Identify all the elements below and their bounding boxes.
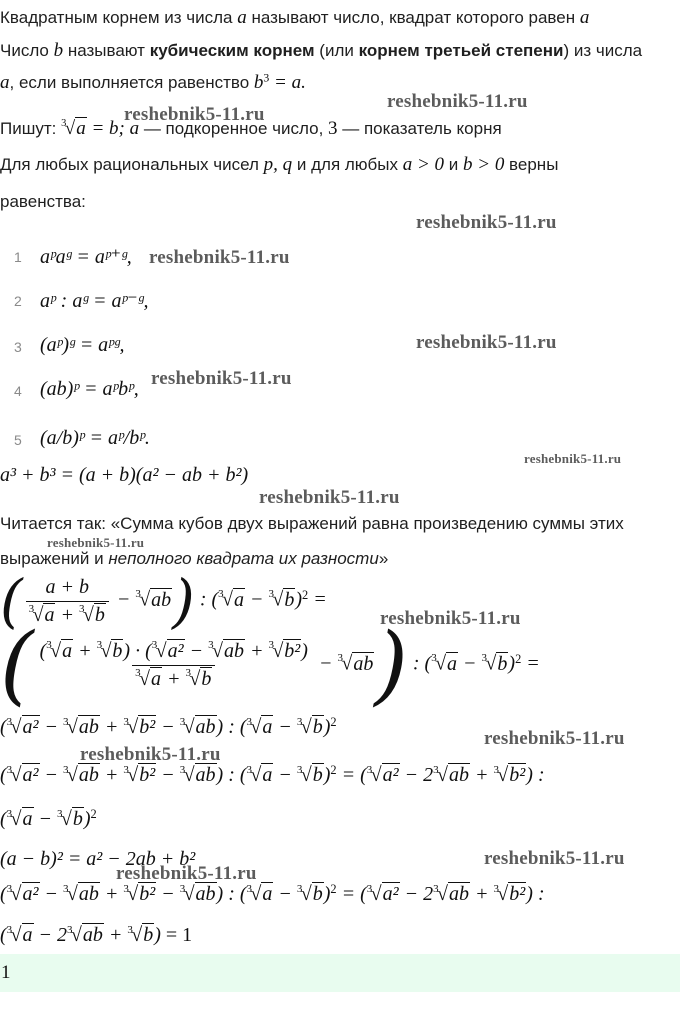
watermark: reshebnik5-11.ru xyxy=(484,728,625,749)
rule-5: (a/b)ᵖ = aᵖ/bᵖ. xyxy=(40,427,150,449)
intro-line-6: равенства: xyxy=(0,192,86,211)
intro-line-1 xyxy=(0,7,589,29)
answer-value: 1 xyxy=(1,962,11,983)
watermark: reshebnik5-11.ru xyxy=(47,535,145,550)
rule-number: 5 xyxy=(14,432,22,448)
text: , если выполняется равенство xyxy=(9,73,254,92)
intro-line-4: Пишут: $^3$√a = b; a — подкоренное число, 3 — показатель корня xyxy=(0,118,502,139)
math-var: p, q xyxy=(263,154,293,175)
rule-number: 3 xyxy=(14,339,22,355)
intro-line-3 xyxy=(0,72,306,94)
math-var: b xyxy=(53,40,64,61)
watermark: reshebnik5-11.ru xyxy=(124,104,265,125)
math-var: a xyxy=(0,72,10,93)
rule-2: aᵖ : aᵍ = aᵖ⁻ᵍ, xyxy=(40,290,149,312)
answer-box xyxy=(0,954,680,992)
math-num: 3 xyxy=(328,118,338,139)
rule-number: 1 xyxy=(14,249,22,265)
step-5: ($^3$√a² − $^3$√ab + $^3$√b² − $^3$√ab) : $(^3√a - ^3√b)^2 = (^3√a^2 - 2^3√ab + ^3√b^2)$ : xyxy=(0,882,545,905)
paren: ) xyxy=(374,615,408,715)
final-result: = 1 xyxy=(165,924,193,946)
text: и для любых xyxy=(292,155,403,174)
rule-4: (ab)ᵖ = aᵖbᵖ, xyxy=(40,378,139,400)
text: (или xyxy=(314,41,359,60)
step-5-continued: $(^3√a - 2^3√ab + ^3√b) = 1$ xyxy=(0,923,193,946)
math-var: a xyxy=(237,7,247,28)
watermark: reshebnik5-11.ru xyxy=(151,368,292,389)
text: Число xyxy=(0,41,54,60)
fraction-numerator: a + b xyxy=(45,575,89,598)
math-cond: b > 0 xyxy=(463,154,505,175)
step-4-continued: $(^3√a - ^3√b)^2$ xyxy=(0,807,97,830)
dot-operator: · xyxy=(135,639,146,662)
fraction-denominator: $^3$√a + $^3$√b xyxy=(132,665,215,691)
math-var: a xyxy=(579,7,590,28)
step-3: ($^3$√a² − $^3$√ab + $^3$√b² − $^3$√ab) : $(^3√a - ^3√b)^2$ xyxy=(0,715,337,738)
watermark: reshebnik5-11.ru xyxy=(149,247,290,268)
intro-line-5 xyxy=(0,154,558,176)
root-index: 3 xyxy=(61,118,67,130)
watermark: reshebnik5-11.ru xyxy=(387,91,528,112)
watermark: reshebnik5-11.ru xyxy=(80,744,221,765)
rule-1: aᵖaᵍ = aᵖ⁺ᵍ, xyxy=(40,246,132,268)
rule-number: 2 xyxy=(14,293,22,309)
italic-term: неполного квадрата их разности xyxy=(108,549,379,568)
text: — показатель корня xyxy=(337,119,502,138)
paren: ( xyxy=(0,567,23,635)
text: » xyxy=(378,549,389,568)
step-1: ( $\frac{a + b}{^3√a + ^3√b}$ − $^3$√ab) : $(^3√a - ^3√b)^2$ = xyxy=(0,567,327,635)
text: верны xyxy=(504,155,559,174)
rule-3: (aᵖ)ᵍ = aᵖᵍ, xyxy=(40,334,125,356)
watermark: reshebnik5-11.ru xyxy=(416,212,557,233)
fraction-denominator: $^3$√a + $^3$√b xyxy=(26,601,109,627)
text: называют xyxy=(63,41,150,60)
text: Для любых рациональных чисел xyxy=(0,155,264,174)
bold-term: корнем третьей степени xyxy=(358,41,564,60)
watermark: reshebnik5-11.ru xyxy=(416,332,557,353)
square-identity: (a − b)² = a² − 2ab + b² xyxy=(0,848,196,870)
watermark: reshebnik5-11.ru xyxy=(116,863,257,884)
paren: ( xyxy=(0,615,34,715)
formula-sum-of-cubes: a³ + b³ = (a + b)(a² − ab + b²) xyxy=(0,464,249,486)
text: Квадратным корнем из числа xyxy=(0,8,238,27)
math-var: b xyxy=(253,72,264,93)
text: ) из числа xyxy=(563,41,643,60)
paren: ) xyxy=(172,567,195,635)
math-text: = b; a xyxy=(86,118,140,139)
text: и xyxy=(444,155,463,174)
watermark: reshebnik5-11.ru xyxy=(484,848,625,869)
text: выражений и xyxy=(0,549,109,568)
text: — подкоренное число, xyxy=(139,119,329,138)
math-exp: 3 xyxy=(263,71,270,85)
math-cond: a > 0 xyxy=(402,154,445,175)
step-4: ($^3$√a² − $^3$√ab + $^3$√b² − $^3$√ab) : $(^3√a - ^3√b)^2 = (^3√a^2 - 2^3√ab + ^3√b^2)$ : xyxy=(0,763,545,786)
read-as-line-1: Читается так: «Сумма кубов двух выражений равна произведению суммы этих xyxy=(0,514,624,533)
watermark: reshebnik5-11.ru xyxy=(524,451,622,466)
text: Пишут: xyxy=(0,119,62,138)
math-var: a xyxy=(76,118,86,139)
intro-line-2 xyxy=(0,40,642,62)
equals-sign: = xyxy=(313,588,327,611)
step-2: ( $\frac{(^3√a + ^3√b) \cdot (^3√a^2 - ^3√ab + ^3√b^2)}{^3√a + ^3√b}$ − $^3$√ab) : $(^3√a - ^3√b)^2$ = xyxy=(0,615,540,715)
bold-term: кубическим корнем xyxy=(149,41,315,60)
watermark: reshebnik5-11.ru xyxy=(259,487,400,508)
rule-number: 4 xyxy=(14,383,22,399)
text: называют число, квадрат которого равен xyxy=(246,8,580,27)
math-text: = a. xyxy=(269,72,306,93)
watermark: reshebnik5-11.ru xyxy=(380,608,521,629)
fraction-numerator: ($^3$√a + $^3$√b) · ($^3$√a² − $^3$√ab + $^3$√b²) xyxy=(39,639,308,662)
